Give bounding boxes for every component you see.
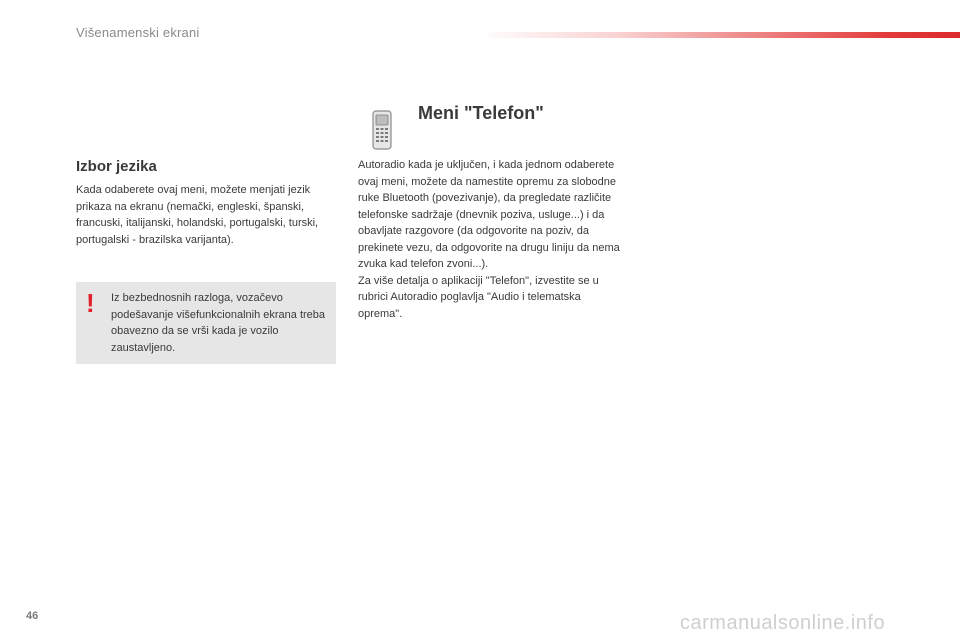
phone-menu-description — [358, 157, 624, 322]
safety-note-text: Iz bezbednosnih razloga, vozačevo podešavanje višefunkcionalnih ekrana treba obavezno da se vrši kada je vozilo zaustavljeno. — [111, 292, 326, 354]
safety-note-box — [76, 282, 336, 364]
mobile-phone-icon — [370, 110, 394, 150]
phone-menu-paragraph-1: Autoradio kada je uključen, i kada jednom odaberete ovaj meni, možete da namestite opremu za slobodne ruke Bluetooth (povezivanje), da pregledate različite telefonske sadržaje (dnevnik poziva, usluge...) i da obavljate razgovore (da odgovorite na poziv, da prekinete vezu, da odgovorite na drugu liniju da nema zvuka kad telefon zvoni...). — [358, 159, 620, 270]
page-number: 46 — [26, 610, 39, 622]
section-title-phone-menu: Meni "Telefon" — [418, 103, 544, 123]
section-title-language: Izbor jezika — [76, 158, 157, 175]
language-description: Kada odaberete ovaj meni, možete menjati jezik prikaza na ekranu (nemački, engleski, španski, francuski, italijanski, holandski, portugalski, turski, portugalski - brazilska varijanta). — [76, 184, 319, 246]
exclamation-icon: ! — [86, 288, 95, 318]
watermark: carmanualsonline.info — [680, 612, 886, 634]
phone-menu-paragraph-2: Za više detalja o aplikaciji "Telefon", izvestite se u rubrici Autoradio poglavlja "Audio i telematska oprema". — [358, 274, 599, 320]
header-title: Višenamenski ekrani — [76, 25, 200, 40]
header-accent-bar — [478, 32, 960, 38]
